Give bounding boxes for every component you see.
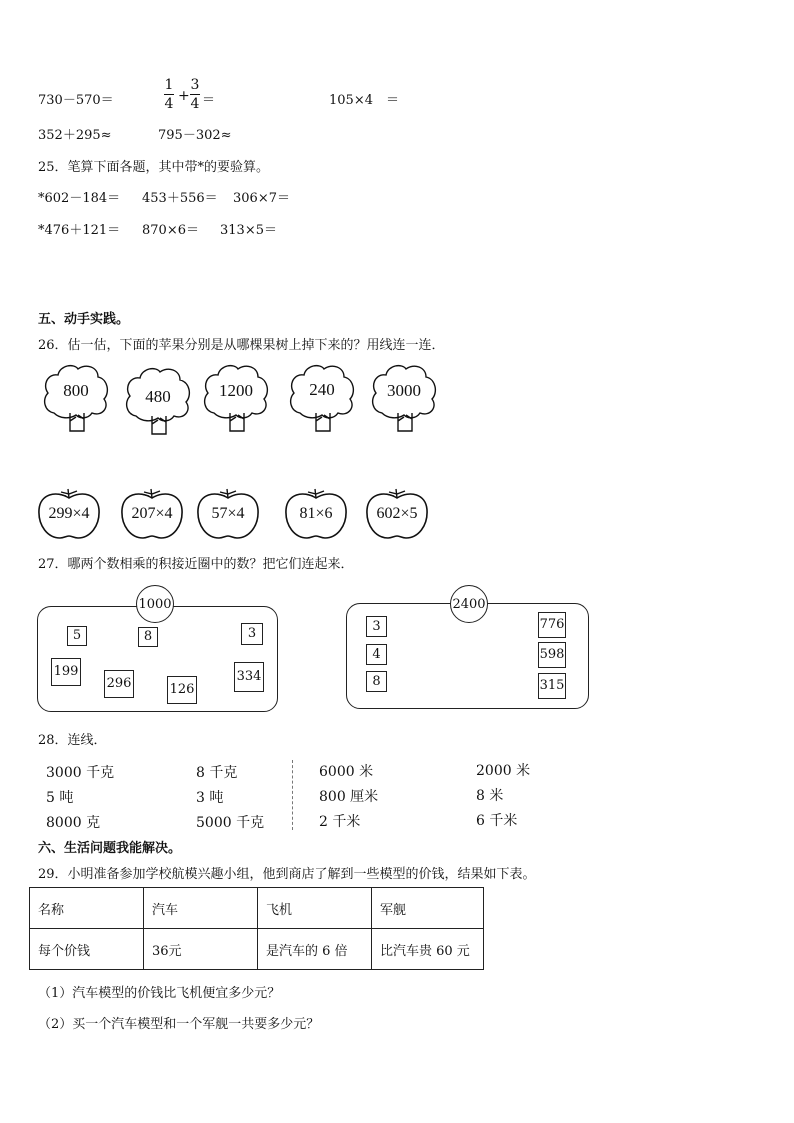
tree-icon xyxy=(42,363,110,435)
table-cell: 每个价钱 xyxy=(30,929,144,970)
apple-icon xyxy=(283,486,349,540)
calc-352+295: 352＋295≈ xyxy=(38,128,112,143)
fraction-numerator: 3 xyxy=(190,77,200,93)
fraction-numerator: 1 xyxy=(164,77,174,93)
apple-icon xyxy=(36,486,102,540)
q25-item: 870×6＝ xyxy=(142,223,199,238)
q28-item: 6 千米 xyxy=(476,813,518,829)
q25-item: 453＋556＝ xyxy=(142,191,218,206)
q25-item: 313×5＝ xyxy=(220,223,277,238)
calc-105x4: 105×4 ＝ xyxy=(329,93,399,108)
section-5-heading: 五、动手实践。 xyxy=(38,312,130,327)
q28-item: 8 米 xyxy=(476,788,504,804)
table-cell: 36元 xyxy=(144,929,258,970)
tree-label: 3000 xyxy=(387,381,421,400)
q25-item: 306×7＝ xyxy=(233,191,290,206)
q26-title: 26．估一估，下面的苹果分别是从哪棵果树上掉下来的？用线连一连． xyxy=(38,338,445,353)
q29-title: 29．小明准备参加学校航模兴趣小组，他到商店了解到一些模型的价钱，结果如下表。 xyxy=(38,867,536,882)
target-circle-2400: 2400 xyxy=(450,585,488,623)
table-cell: 飞机 xyxy=(258,888,372,929)
q25-item: *602－184＝ xyxy=(38,191,121,206)
number-box: 315 xyxy=(538,673,566,699)
number-box: 776 xyxy=(538,612,566,638)
apple-label: 57×4 xyxy=(211,505,245,522)
calc-730-570: 730－570＝ xyxy=(38,93,114,108)
number-box: 3 xyxy=(366,616,387,637)
section-6-heading: 六、生活问题我能解决。 xyxy=(38,841,182,856)
table-row xyxy=(30,888,484,929)
number-box: 4 xyxy=(366,644,387,665)
q28-item: 800 厘米 xyxy=(319,789,379,805)
price-table xyxy=(29,887,484,970)
tree-label: 240 xyxy=(309,380,335,399)
calc-795-302: 795－302≈ xyxy=(158,128,232,143)
q28-item: 2000 米 xyxy=(476,763,531,779)
q28-item: 8 千克 xyxy=(196,765,238,781)
number-box: 8 xyxy=(366,671,387,692)
number-box: 3 xyxy=(241,623,263,645)
number-box: 598 xyxy=(538,642,566,668)
q25-title: 25．笔算下面各题，其中带*的要验算。 xyxy=(38,160,270,175)
tree-icon xyxy=(370,363,438,435)
table-cell: 名称 xyxy=(30,888,144,929)
q29-sub2: （2）买一个汽车模型和一个军舰一共要多少元？ xyxy=(38,1017,320,1032)
tree-label: 480 xyxy=(145,387,171,406)
q28-item: 2 千米 xyxy=(319,814,361,830)
q28-item: 5 吨 xyxy=(46,790,74,806)
apple-label: 299×4 xyxy=(48,505,90,522)
target-circle-1000: 1000 xyxy=(136,585,174,623)
apple-label: 602×5 xyxy=(376,505,418,522)
q28-item: 3000 千克 xyxy=(46,765,115,781)
apple-icon xyxy=(195,486,261,540)
number-box: 334 xyxy=(234,662,264,692)
q28-item: 6000 米 xyxy=(319,764,374,780)
tree-icon xyxy=(288,363,356,435)
plus-sign: + xyxy=(178,88,190,104)
q29-sub1: （1）汽车模型的价钱比飞机便宜多少元？ xyxy=(38,986,281,1001)
fraction-denominator: 4 xyxy=(164,96,174,112)
apple-icon xyxy=(364,486,430,540)
table-row xyxy=(30,929,484,970)
apple-label: 207×4 xyxy=(131,505,173,522)
q28-item: 8000 克 xyxy=(46,815,101,831)
fraction-three-quarters xyxy=(190,77,200,112)
tree-label: 1200 xyxy=(219,381,253,400)
tree-icon xyxy=(124,366,192,438)
tree-icon xyxy=(202,363,270,435)
q28-item: 3 吨 xyxy=(196,790,224,806)
apple-icon xyxy=(119,486,185,540)
q28-item: 5000 千克 xyxy=(196,815,265,831)
table-cell: 比汽车贵 60 元 xyxy=(372,929,484,970)
table-cell: 汽车 xyxy=(144,888,258,929)
tree-label: 800 xyxy=(63,381,89,400)
q27-title: 27．哪两个数相乘的积接近圈中的数？把它们连起来． xyxy=(38,557,354,572)
apple-label: 81×6 xyxy=(299,505,333,522)
number-box: 8 xyxy=(138,627,158,647)
number-box: 296 xyxy=(104,670,134,698)
number-box: 5 xyxy=(67,626,87,646)
fraction-one-quarter xyxy=(164,77,174,112)
table-cell: 是汽车的 6 倍 xyxy=(258,929,372,970)
number-box: 199 xyxy=(51,658,81,686)
fraction-denominator: 4 xyxy=(190,96,200,112)
divider-line xyxy=(292,760,293,830)
fraction-equals: ＝ xyxy=(202,93,216,108)
table-cell: 军舰 xyxy=(372,888,484,929)
number-box: 126 xyxy=(167,676,197,704)
q25-item: *476＋121＝ xyxy=(38,223,121,238)
q28-title: 28．连线． xyxy=(38,733,107,748)
